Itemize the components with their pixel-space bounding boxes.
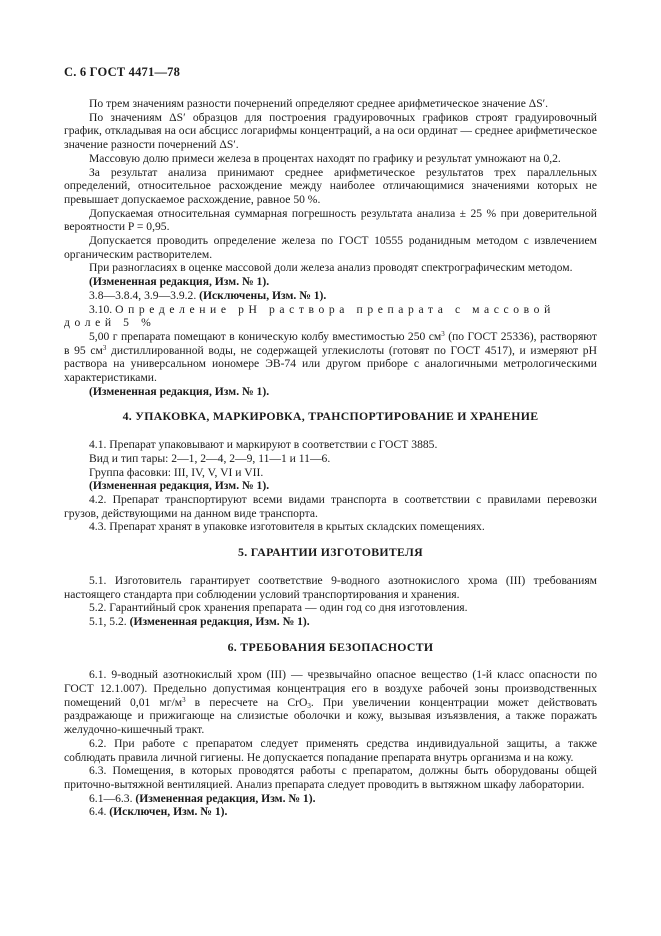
section-title: 6. ТРЕБОВАНИЯ БЕЗОПАСНОСТИ — [227, 639, 434, 654]
paragraph: 4.1. Препарат упаковывают и маркируют в соответствии с ГОСТ 3885. — [89, 438, 438, 452]
paragraph — [64, 668, 597, 737]
text-run: дистиллированной воды, не содержащей углекислоты (готовят по ГОСТ 4517), и измеряют pH раствора на универсальном иономере ЭВ-74 или другом приборе с аналогичными метрологическими характеристиками. — [64, 343, 597, 385]
paragraph — [64, 805, 597, 819]
text-run: (по ГОСТ 25336), растворяют в 95 см — [64, 329, 597, 357]
paragraph — [64, 615, 597, 629]
section-title: 4. УПАКОВКА, МАРКИРОВКА, ТРАНСПОРТИРОВАНИЕ И ХРАНЕНИЕ — [122, 409, 539, 424]
page-header: С. 6 ГОСТ 4471—78 — [64, 65, 181, 79]
text-run: в пересчете на CrO — [185, 695, 308, 709]
paragraph: Группа фасовки: III, IV, V, VI и VII. — [89, 465, 264, 479]
amendment-text: (Измененная редакция, Изм. № 1). — [135, 791, 316, 805]
paragraph: Массовую долю примеси железа в процентах находят по графику и результат умножают на 0,2. — [89, 151, 561, 165]
amendment-text: (Измененная редакция, Изм. № 1). — [89, 275, 270, 289]
amendment-note — [64, 479, 597, 493]
paragraph: 6.3. Помещения, в которых проводятся работы с препаратом, должны быть оборудованы общей приточно-вытяжной вентиляцией. Анализ препарата следует проводить в вытяжном шкафу лаборатории. — [64, 764, 597, 791]
amendment-text: (Измененная редакция, Изм. № 1). — [89, 479, 270, 493]
clause-title: Определение pH раствора препарата с массовой долей 5 % — [64, 302, 555, 330]
clause-number: 3.10. — [89, 302, 113, 316]
paragraph: 5.2. Гарантийный срок хранения препарата — один год со дня изготовления. — [89, 601, 468, 615]
clause-numbers: 5.1, 5.2. — [89, 614, 127, 628]
paragraph: По значениям ΔS′ образцов для построения градуировочных графиков строят градуировочный график, откладывая на оси абсцисс логарифмы концентраций, а на оси ординат — среднее арифметическое значение разности почернений ΔS′. — [64, 110, 597, 152]
clause-heading — [64, 303, 597, 330]
clause-numbers: 6.1—6.3. — [89, 791, 133, 805]
paragraph: При разногласиях в оценке массовой доли железа анализ проводят спектрографическим методом. — [89, 261, 573, 275]
paragraph — [64, 330, 597, 385]
amendment-text: (Измененная редакция, Изм. № 1). — [89, 384, 270, 398]
document-body — [64, 97, 597, 819]
subscript: 3 — [307, 701, 311, 710]
amendment-note — [64, 275, 597, 289]
amendment-text: (Исключен, Изм. № 1). — [109, 805, 228, 819]
paragraph: 5.1. Изготовитель гарантирует соответствие 9-водного азотнокислого хрома (III) требованиям настоящего стандарта при соблюдении условий транспортирования и хранения. — [64, 573, 597, 601]
paragraph: Вид и тип тары: 2—1, 2—4, 2—9, 11—1 и 11—6. — [89, 451, 331, 465]
clause-numbers: 6.4. — [89, 805, 107, 819]
paragraph: 6.2. При работе с препаратом следует применять средства индивидуальной защиты, а также соблюдать правила личной гигиены. Не допускается попадание препарата внутрь организма и на кожу. — [64, 736, 597, 764]
amendment-text: (Измененная редакция, Изм. № 1). — [129, 614, 310, 628]
text-run: . При увеличении концентрации может действовать раздражающе и прижигающе на слизистые оболочки и кожу, вызывая изъязвления, а также поражать желудочно-кишечный тракт. — [64, 695, 597, 737]
clause-numbers: 3.8—3.8.4, 3.9—3.9.2. — [89, 288, 197, 302]
text-run: 6.1. 9-водный азотнокислый хром (III) — чрезвычайно опасное вещество (1-й класс опасности по ГОСТ 12.1.007). Предельно допустимая концентрация его в воздухе рабочей зоны производственных помещений 0,01 мг/м — [64, 668, 597, 709]
text-run: 5,00 г препарата помещают в коническую колбу вместимостью 250 см — [89, 329, 442, 343]
amendment-text: (Исключены, Изм. № 1). — [199, 288, 327, 302]
superscript: 3 — [182, 695, 186, 704]
paragraph: По трем значениям разности почернений определяют среднее арифметическое значение ΔS′. — [89, 97, 549, 110]
amendment-note — [64, 385, 597, 399]
superscript: 3 — [441, 329, 445, 338]
superscript: 3 — [102, 343, 107, 352]
paragraph: Допускается проводить определение железа по ГОСТ 10555 роданидным методом с извлечением органическим растворителем. — [64, 234, 597, 261]
paragraph: За результат анализа принимают среднее арифметическое результатов трех параллельных определений, относительное расхождение между наиболее отличающимися значениями которых не превышает допускаемое расхождение, равное 50 %. — [64, 165, 597, 206]
section-title: 5. ГАРАНТИИ ИЗГОТОВИТЕЛЯ — [238, 545, 423, 560]
paragraph: Допускаемая относительная суммарная погрешность результата анализа ± 25 % при доверительной вероятности P = 0,95. — [64, 206, 597, 234]
paragraph — [64, 289, 597, 303]
paragraph: 4.2. Препарат транспортируют всеми видами транспорта в соответствии с правилами перевозки грузов, действующими на данном виде транспорта. — [64, 492, 597, 520]
paragraph — [64, 792, 597, 806]
paragraph: 4.3. Препарат хранят в упаковке изготовителя в крытых складских помещениях. — [89, 520, 485, 534]
